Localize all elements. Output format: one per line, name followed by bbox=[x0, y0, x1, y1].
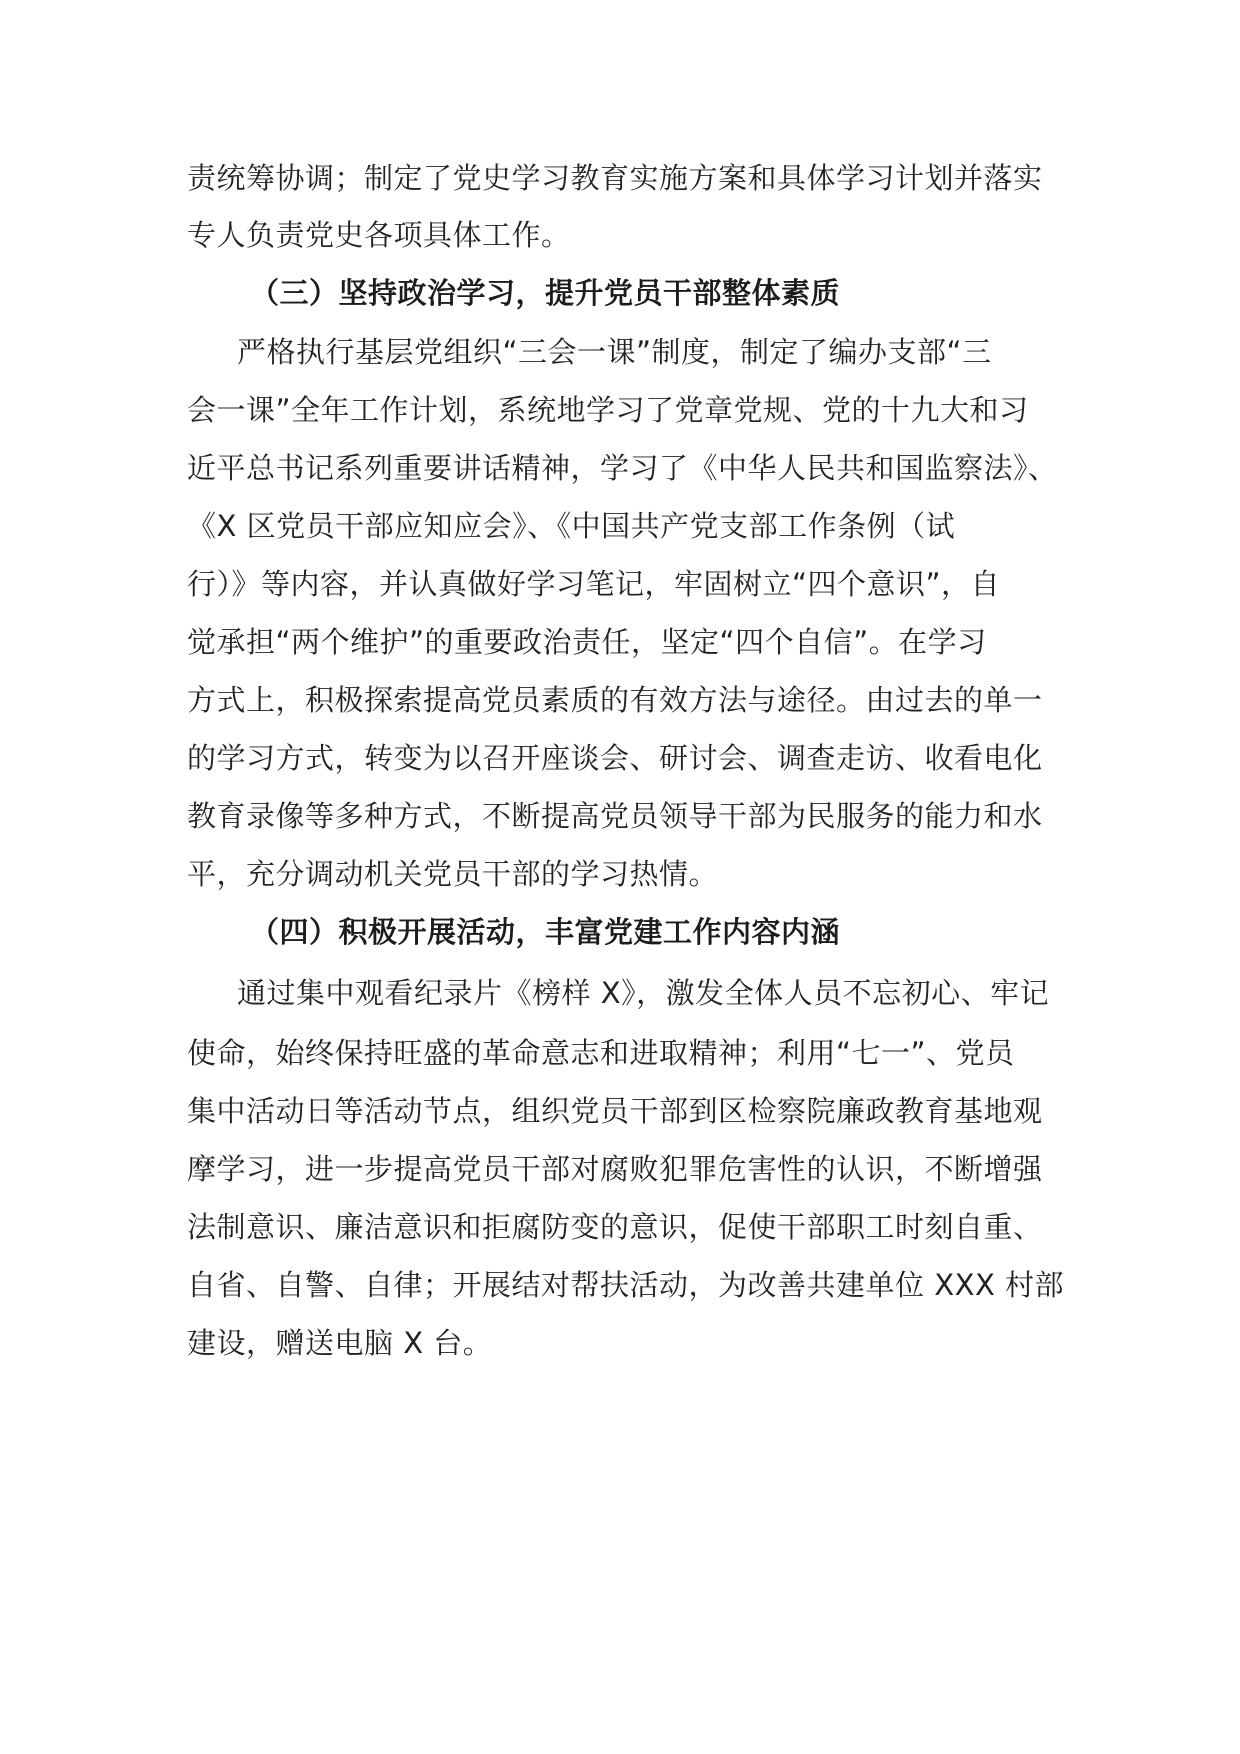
paragraph-line: 专人负责党史各项具体工作。 bbox=[187, 218, 571, 252]
section-heading-3: （三）坚持政治学习，提升党员干部整体素质 bbox=[250, 276, 841, 310]
paragraph-line: 摩学习，进一步提高党员干部对腐败犯罪危害性的认识，不断增强 bbox=[187, 1152, 1043, 1186]
paragraph-line: 会一课”全年工作计划，系统地学习了党章党规、党的十九大和习 bbox=[187, 393, 1029, 427]
paragraph-line: 集中活动日等活动节点，组织党员干部到区检察院廉政教育基地观 bbox=[187, 1094, 1043, 1128]
paragraph-line: 建设，赠送电脑 X 台。 bbox=[187, 1326, 493, 1360]
paragraph-line: 平，充分调动机关党员干部的学习热情。 bbox=[187, 857, 719, 891]
paragraph-line: 通过集中观看纪录片《榜样 X》，激发全体人员不忘初心、牢记 bbox=[237, 976, 1050, 1010]
paragraph-line: 教育录像等多种方式，不断提高党员领导干部为民服务的能力和水 bbox=[187, 799, 1043, 833]
paragraph-line: 《X 区党员干部应知应会》、《中国共产党支部工作条例（试 bbox=[187, 509, 956, 543]
section-heading-4: （四）积极开展活动，丰富党建工作内容内涵 bbox=[250, 915, 841, 949]
paragraph-line: 自省、自警、自律；开展结对帮扶活动，为改善共建单位 XXX 村部 bbox=[187, 1268, 1065, 1302]
paragraph-line: 觉承担“两个维护”的重要政治责任，坚定“四个自信”。在学习 bbox=[187, 625, 987, 659]
paragraph-line: 的学习方式，转变为以召开座谈会、研讨会、调查走访、收看电化 bbox=[187, 741, 1043, 775]
paragraph-line: 方式上，积极探索提高党员素质的有效方法与途径。由过去的单一 bbox=[187, 683, 1043, 717]
paragraph-line: 责统筹协调；制定了党史学习教育实施方案和具体学习计划并落实 bbox=[187, 161, 1043, 195]
paragraph-line: 法制意识、廉洁意识和拒腐防变的意识，促使干部职工时刻自重、 bbox=[187, 1210, 1043, 1244]
paragraph-line: 严格执行基层党组织“三会一课”制度，制定了编办支部“三 bbox=[237, 335, 992, 369]
paragraph-line: 行）》等内容，并认真做好学习笔记，牢固树立“四个意识”，自 bbox=[187, 567, 1001, 601]
paragraph-line: 使命，始终保持旺盛的革命意志和进取精神；利用“七一”、党员 bbox=[187, 1036, 1015, 1070]
paragraph-line: 近平总书记系列重要讲话精神，学习了《中华人民共和国监察法》、 bbox=[187, 451, 1058, 485]
